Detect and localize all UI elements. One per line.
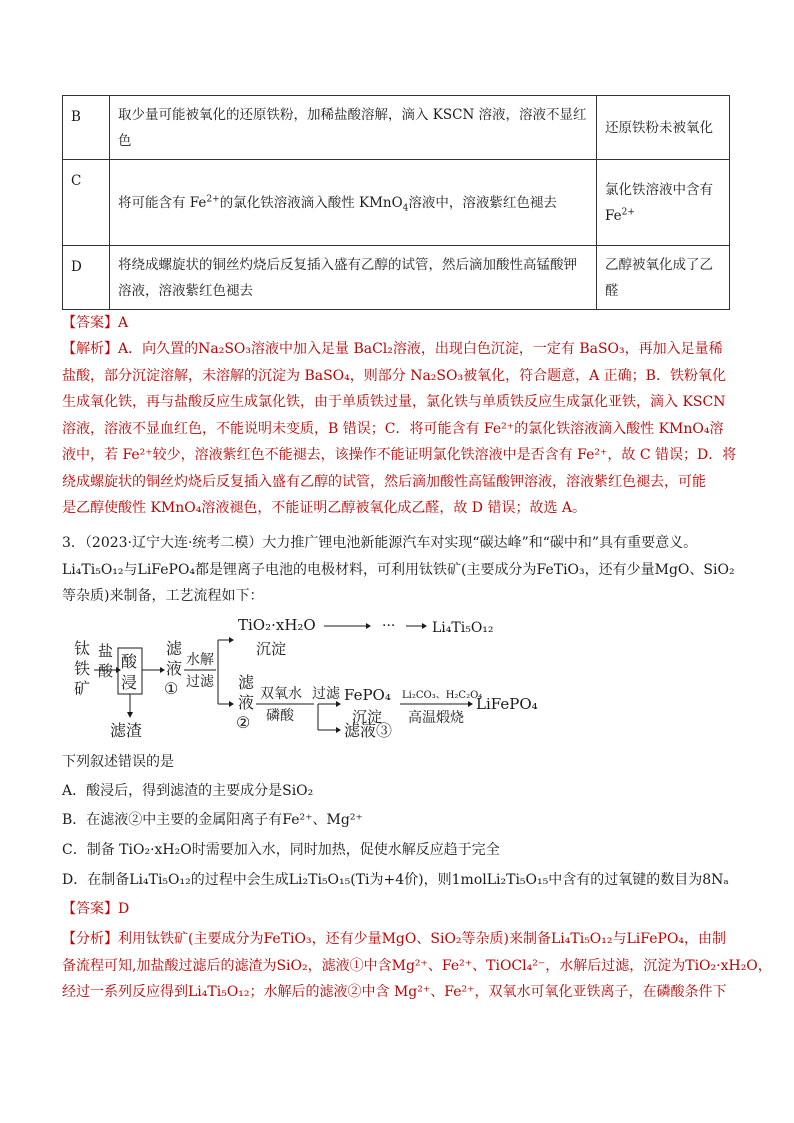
analysis-2 (62, 926, 772, 1006)
flow-ore: 矿 (74, 679, 91, 698)
analysis-line (62, 926, 734, 953)
flow-acid: 盐 (98, 642, 114, 660)
flow-filtrate2: 滤 (238, 673, 255, 692)
arrow-head (468, 701, 473, 707)
answer-label: 【答案】 (62, 315, 118, 331)
flow-filtrate1: 滤 (166, 639, 183, 658)
row-key: D (63, 246, 110, 310)
question-line: Li₄Ti₅O₁₂与LiFePO₄都是锂离子电池的电极材料，可利用钛铁矿(主要成分为FeTiO₃，还有少量MgO、SiO₂ (62, 561, 735, 578)
row-conclusion: 还原铁粉未被氧化 (597, 96, 730, 160)
flow-ore: 铁 (74, 659, 91, 678)
analysis-label: 【解析】 (62, 341, 118, 357)
flow-product2: LiFePO₄ (476, 695, 538, 713)
flow-reagents: Li₂CO₃、H₂C₂O₄ (402, 690, 483, 701)
analysis-line: 溶液，溶液不显血红色，不能说明未变质，B 错误；C．将可能含有 Fe²⁺的氯化铁溶液滴入酸性 KMnO₄溶 (62, 420, 724, 437)
flow-residue: 滤渣 (110, 721, 143, 740)
row-conclusion (597, 160, 730, 246)
arrow-head (422, 623, 427, 629)
row-content: 将绕成螺旋状的铜丝灼烧后反复插入盛有乙醇的试管，然后滴加酸性高锰酸钾溶液，溶液紫红色褪去 (110, 246, 597, 310)
option-a: A．酸浸后，得到滤渣的主要成分是SiO₂ (62, 783, 314, 799)
arrow-head (127, 712, 133, 718)
row-key: B (63, 96, 110, 160)
analysis-label: 【分析】 (62, 931, 118, 947)
row-key: C (63, 160, 110, 246)
analysis-line: 盐酸，部分沉淀溶解，未溶解的沉淀为 BaSO₄，则部分 Na₂SO₃被氧化，符合题意，A 正确；B．铁粉氧化 (62, 367, 726, 384)
flow-hydro: 过滤 (186, 674, 214, 690)
table-row (63, 160, 730, 246)
question-line: 3．（2023·辽宁大连·统考二模）大力推广锂电池新能源汽车对实现“碳达峰”和“碳中和”具有重要意义。 (62, 535, 698, 551)
flow-filter: 过滤 (312, 686, 340, 702)
flow-acid: 酸 (98, 662, 114, 680)
question-stem: 下列叙述错误的是 (62, 754, 174, 770)
flow-precip: 沉淀 (256, 640, 287, 658)
flow-phos: 磷酸 (266, 708, 294, 724)
answer-value: D (118, 901, 130, 917)
question-3 (62, 530, 734, 610)
row-content-text: 溶液中，溶液紫红色褪去 (408, 194, 557, 211)
analysis-line: 液中，若 Fe²⁺较少，溶液紫红色不能褪去，该操作不能证明氯化铁溶液中是否含有 Fe²⁺，故 C 错误；D．将 (62, 447, 737, 463)
flow-fepo4: FePO₄ (344, 686, 391, 704)
flow-precip2: 沉淀 (352, 708, 383, 726)
option-c: C．制备 TiO₂·xH₂O时需要加入水，同时加热，促使水解反应趋于完全 (62, 842, 500, 858)
answer-2 (62, 899, 129, 919)
arrow-head (160, 667, 165, 673)
flow-tio2: TiO₂·xH₂O (238, 616, 316, 634)
flow-hydro: 水解 (186, 652, 214, 668)
arrow-head (229, 701, 234, 707)
option-d: D．在制备Li₄Ti₅O₁₂的过程中会生成Li₂Ti₅O₁₅(Ti为+4价)，则1molLi₂Ti₅O₁₅中含有的过氧键的数目为8Nₐ (62, 872, 729, 888)
row-conclusion: 乙醇被氧化成了乙醛 (597, 246, 730, 310)
flow-leach: 酸 (121, 652, 138, 671)
row-content-text: 的氯化铁溶液滴入酸性 KMnO (219, 194, 403, 211)
answer-1 (62, 310, 734, 337)
row-content (110, 160, 597, 246)
option-b: B．在滤液②中主要的金属阳离子有Fe²⁺、Mg²⁺ (62, 812, 363, 828)
flow-h2o2: 双氧水 (260, 686, 302, 702)
analysis-line: 是乙醇使酸性 KMnO₄溶液褪色，不能证明乙醇被氧化成乙醛，故 D 错误；故选 A。 (62, 500, 587, 516)
flow-calcine: 高温煅烧 (408, 710, 464, 726)
flow-leach: 浸 (121, 673, 138, 692)
analysis-line: 生成氧化铁，再与盐酸反应生成氯化铁，由于单质铁过量，氯化铁与单质铁反应生成氯化亚铁，滴入 KSCN (62, 394, 726, 410)
row-content-text: 将可能含有 Fe (118, 194, 207, 211)
analysis-text: A．向久置的Na₂SO₃溶液中加入足量 BaCl₂溶液，出现白色沉淀，一定有 BaSO₃，再加入足量稀 (118, 341, 723, 357)
flow-dots: ··· (382, 618, 396, 634)
flow-ore: 钛 (74, 639, 91, 658)
flow-product1: Li₄Ti₅O₁₂ (432, 620, 494, 636)
analysis-1 (62, 336, 737, 522)
analysis-line (62, 336, 734, 363)
answer-label: 【答案】 (62, 901, 118, 917)
flow-filtrate2: 液 (238, 693, 255, 712)
superscript: 2+ (206, 194, 220, 204)
analysis-line: 备流程可知,加盐酸过滤后的滤渣为SiO₂，滤液①中含Mg²⁺、Fe²⁺、TiOCl₄²⁻，水解后过滤，沉淀为TiO₂·xH₂O， (62, 957, 772, 974)
subscript: 4 (402, 203, 409, 214)
question-line: 等杂质)来制备，工艺流程如下： (62, 588, 264, 604)
row-content: 取少量可能被氧化的还原铁粉，加稀盐酸溶解，滴入 KSCN 溶液，溶液不显红色 (110, 96, 597, 160)
flow-filtrate1: 液 (166, 659, 183, 678)
arrow-head (336, 727, 341, 733)
analysis-line: 经过一系列反应得到Li₄Ti₅O₁₂；水解后的滤液②中含 Mg²⁺、Fe²⁺，双氧水可氧化亚铁离子，在磷酸条件下 (62, 984, 727, 1000)
arrow-head (229, 637, 234, 643)
superscript: 2+ (621, 207, 635, 217)
flow-filtrate3: 滤液③ (344, 721, 393, 740)
table-row (63, 96, 730, 160)
row-conclusion-text: 氯化铁溶液中含有 Fe (605, 181, 713, 224)
analysis-line: 绕成螺旋状的铜丝灼烧后反复插入盛有乙醇的试管，然后滴加酸性高锰酸钾溶液，溶液紫红色褪去，可能 (62, 473, 706, 490)
table-row (63, 246, 730, 310)
flow-filtrate2: ② (236, 713, 251, 732)
options-table (62, 95, 730, 310)
answer-value: A (118, 315, 129, 331)
arrow-head (366, 623, 371, 629)
flow-filtrate1: ① (164, 679, 179, 698)
analysis-text: 利用钛铁矿(主要成分为FeTiO₃，还有少量MgO、SiO₂等杂质)来制备Li₄Ti₅O₁₂与LiFePO₄，由制 (118, 931, 727, 947)
process-flow-diagram (66, 612, 586, 742)
